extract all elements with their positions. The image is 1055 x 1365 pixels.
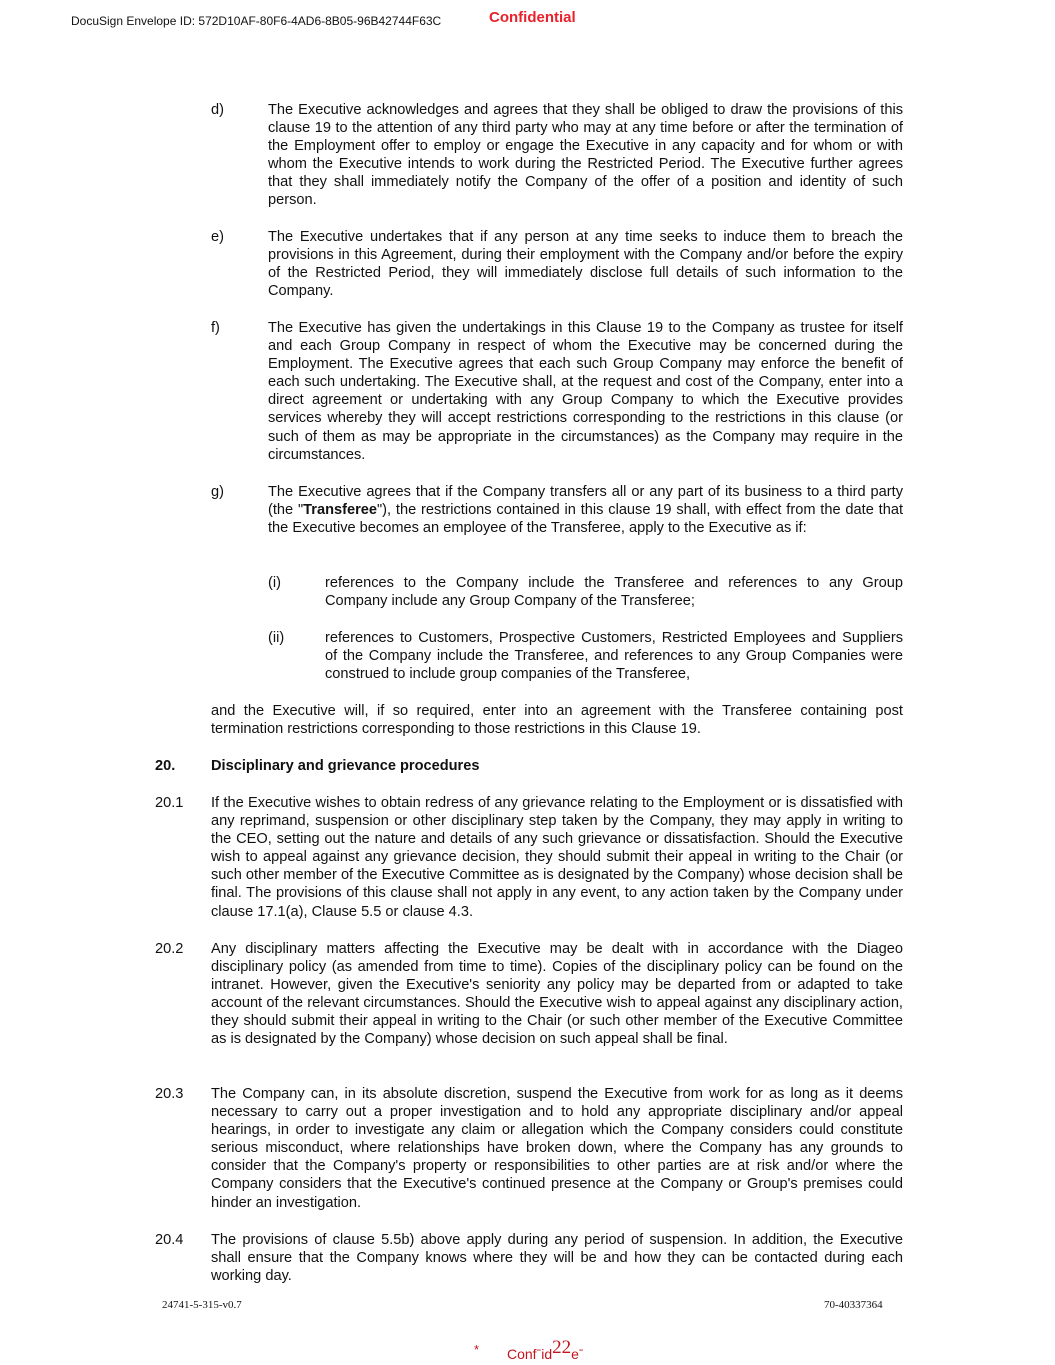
clause-19g-ii-text: references to Customers, Prospective Customers, Restricted Employees and Suppliers of the Company include the Transferee, and references to any Group Companies were construed to include group companies of the Transferee, [325,630,903,683]
clause-19g-i-label: (i) [268,575,281,591]
transferee-defined-term: Transferee [303,502,377,519]
clause-20-1-text: If the Executive wishes to obtain redress of any grievance relating to the Employment or is dissatisfied with any reprimand, suspension or other disciplinary step taken by the Company, they may apply in writing to the CEO, setting out the nature and details of any such grievance or dissatisfaction. Should the Executive wish to appeal against any grievance decision, they should submit their appeal in writing to the Chair (or such other member of the Executive Committee as is designated by the Company) whose decision shall be final. The provisions of this clause shall not apply in any event, to any action taken by the Company under clause 17.1(a), Clause 5.5 or clause 4.3. [211,795,903,920]
clause-20-1-number: 20.1 [155,795,184,811]
footer-doc-ref-right: 70-40337364 [824,1299,883,1311]
star-icon: * [474,1342,480,1357]
clause-19f-text: The Executive has given the undertakings in this Clause 19 to the Company as trustee for itself and each Group Company in respect of whom the Executive may be concerned during the Employment. The Executive agrees that each such Group Company may enforce the benefit of each such undertaking. The Executive shall, at the request and cost of the Company, enter into a direct agreement or undertaking with any Group Company to which the Executive provides services whereby they will accept restrictions corresponding to the restrictions in this clause (or such of them as may be appropriate in the circumstances) as the Company may require in the circumstances. [268,320,903,463]
docusign-envelope-id: DocuSign Envelope ID: 572D10AF-80F6-4AD6-8B05-96B42744F63C [71,14,442,28]
confidential-stamp [507,1337,584,1365]
clause-20-heading: Disciplinary and grievance procedures [211,758,480,774]
clause-19e-label: e) [211,229,224,245]
clause-20-3-number: 20.3 [155,1086,184,1102]
page-number: 22 [552,1337,572,1358]
clause-20-number: 20. [155,758,176,774]
stamp-suffix: eˉ [571,1346,584,1362]
clause-19-closing: and the Executive will, if so required, enter into an agreement with the Transferee containing post termination restrictions corresponding to those restrictions in this Clause 19. [211,703,903,738]
clause-19g-ii-label: (ii) [268,630,285,646]
clause-20-2-number: 20.2 [155,941,184,957]
clause-19d-label: d) [211,102,224,118]
clause-20-4-number: 20.4 [155,1232,184,1248]
clause-19d-text: The Executive acknowledges and agrees that they shall be obliged to draw the provisions of this clause 19 to the attention of any third party who may at any time before or after the termination of the Employment offer to employ or engage the Executive in any capacity and for whom or with whom the Executive intends to work during the Restricted Period. The Executive further agrees that they shall immediately notify the Company of the offer of a position and identity of such person. [268,102,903,209]
clause-19f-label: f) [211,320,220,336]
clause-20-2-text: Any disciplinary matters affecting the Executive may be dealt with in accordance with the Diageo disciplinary policy (as amended from time to time). Copies of the disciplinary policy can be found on the intranet. However, given the Executive's seniority any policy may be departed from or adapted to take account of the relevant circumstances. Should the Executive wish to appeal against any disciplinary action, they should submit their appeal in writing to the Chair (or such other member of the Executive Committee as is designated by the Company) whose decision on such appeal shall be final. [211,941,903,1048]
confidential-header: Confidential [489,9,576,26]
clause-20-3-text: The Company can, in its absolute discretion, suspend the Executive from work for as long as it deems necessary to carry out a proper investigation and to hold any appropriate disciplinary and/or appeal hearings, in order to investigate any claim or allegation which the Company considers could constitute serious misconduct, where relationships have broken down, where the Company has any grounds to consider that the Company's property or responsibilities to other parties are at risk and/or where the Company considers that the Executive's continued presence at the Company or Group's premises could hinder an investigation. [211,1086,903,1211]
clause-19g-text-pre: The Executive agrees that if the Company transfers all or any part of its business to a third party (the " [268,484,903,519]
clause-20-4-text: The provisions of clause 5.5b) above apply during any period of suspension. In addition, the Executive shall ensure that the Company knows where they will be and how they can be contacted during each working day. [211,1232,903,1285]
clause-19g-text [268,483,903,537]
footer-doc-ref-left: 24741-5-315-v0.7 [162,1299,242,1311]
clause-19e-text: The Executive undertakes that if any person at any time seeks to induce them to breach the provisions in this Agreement, during their employment with the Company and/or before the expiry of the Restricted Period, they will immediately disclose full details of such information to the Company. [268,229,903,300]
clause-19g-text-post: "), the restrictions contained in this clause 19 shall, with effect from the date that the Executive becomes an employee of the Transferee, apply to the Executive as if: [268,502,903,537]
confidential-stamp-text: Confˉid [507,1346,553,1362]
clause-19g-label: g) [211,484,224,500]
clause-19g-i-text: references to the Company include the Transferee and references to any Group Company include any Group Company of the Transferee; [325,575,903,610]
